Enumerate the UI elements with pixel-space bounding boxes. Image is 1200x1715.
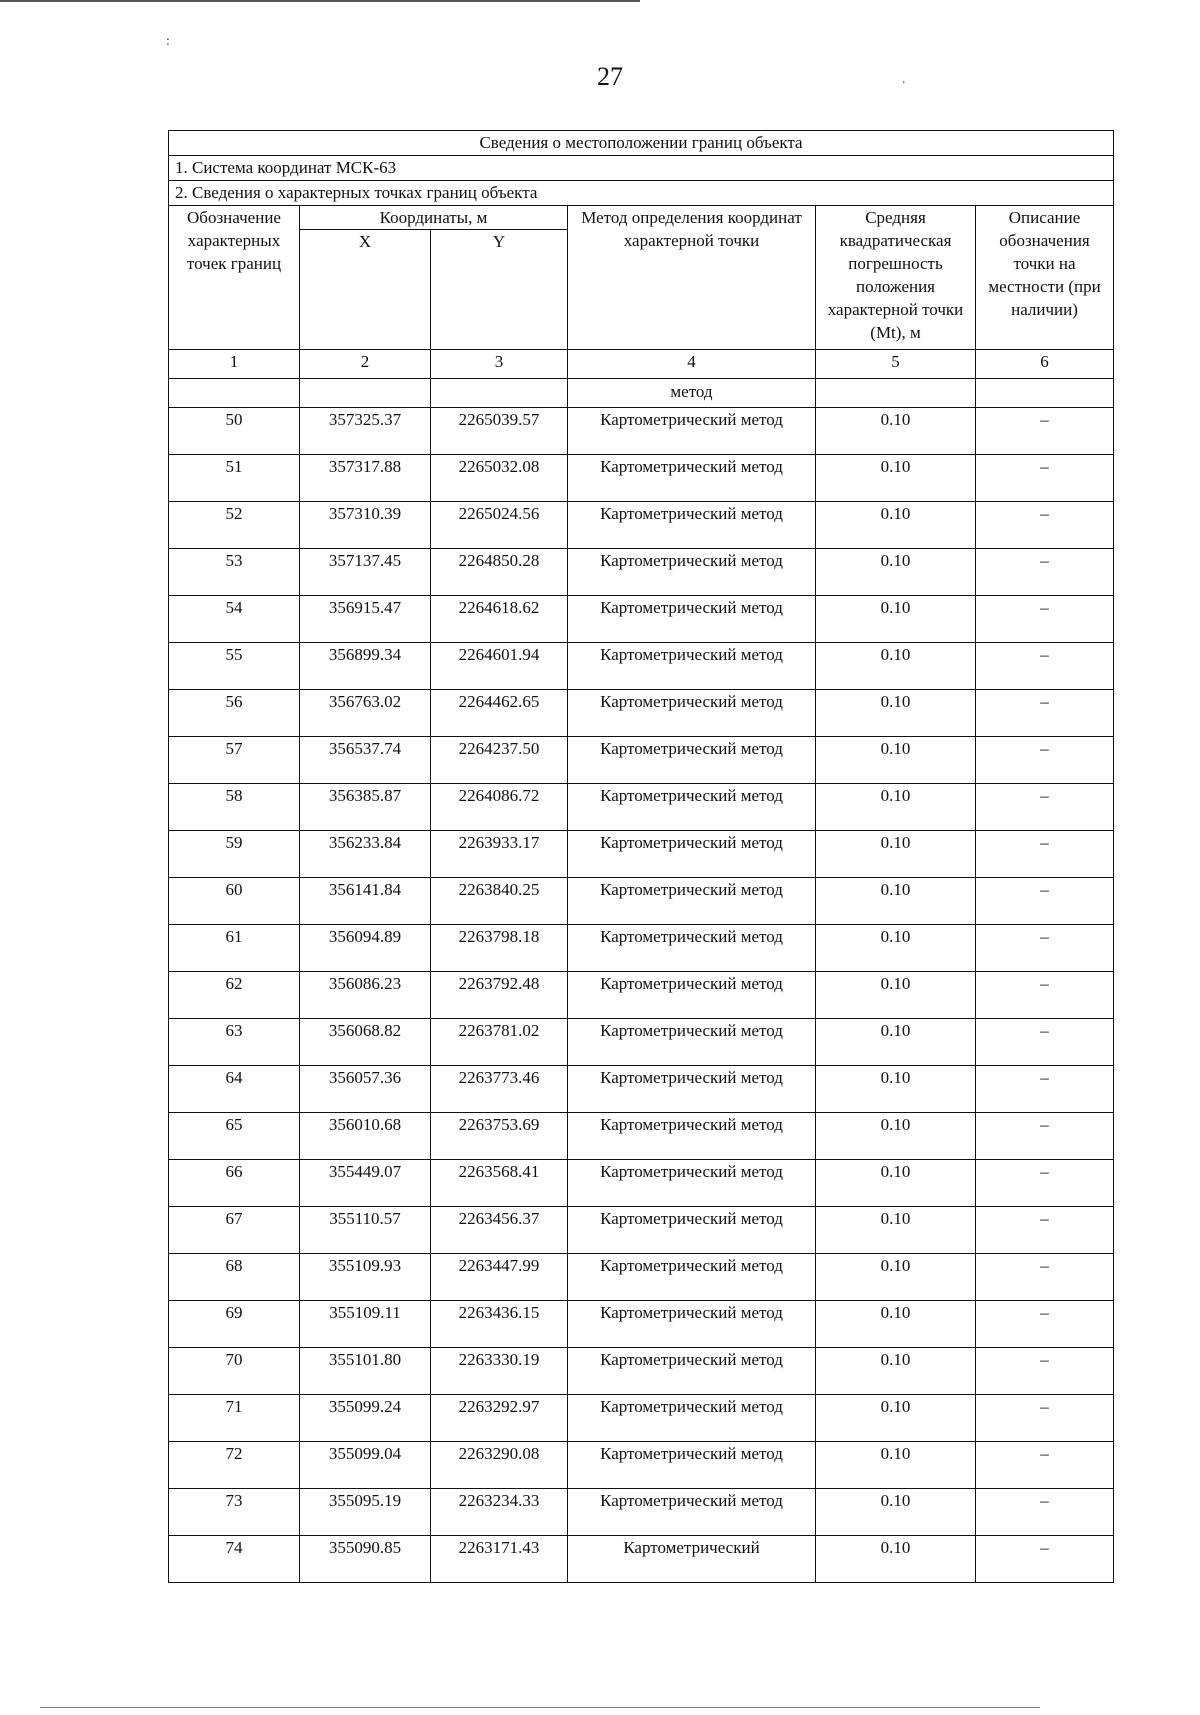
header-coordinates: Координаты, м: [300, 206, 568, 230]
cell-description: –: [976, 925, 1114, 972]
cell-point-number: 53: [169, 549, 300, 596]
header-x: X: [300, 230, 431, 350]
cell-description: –: [976, 784, 1114, 831]
cell-mean-error: 0.10: [816, 1536, 976, 1583]
cell-method: Картометрический метод: [568, 690, 816, 737]
cell-point-number: 59: [169, 831, 300, 878]
cell-point-number: 67: [169, 1207, 300, 1254]
table-row: [169, 972, 1114, 1019]
cell-point-number: 74: [169, 1536, 300, 1583]
cell-method: Картометрический метод: [568, 737, 816, 784]
cell-method: Картометрический метод: [568, 1066, 816, 1113]
cell-x: 355099.24: [300, 1395, 431, 1442]
cell-mean-error: 0.10: [816, 1395, 976, 1442]
cell-x: 356233.84: [300, 831, 431, 878]
cell-method: Картометрический метод: [568, 972, 816, 1019]
cell-y: 2263781.02: [431, 1019, 568, 1066]
cell-point-number: 68: [169, 1254, 300, 1301]
cell-point-number: 70: [169, 1348, 300, 1395]
cell-mean-error: 0.10: [816, 972, 976, 1019]
cell-method: Картометрический метод: [568, 502, 816, 549]
table-row: [169, 1301, 1114, 1348]
cell-x: 355109.11: [300, 1301, 431, 1348]
table-row: [169, 1536, 1114, 1583]
cell-method: Картометрический метод: [568, 1442, 816, 1489]
cell-method: Картометрический метод: [568, 831, 816, 878]
cell-description: –: [976, 643, 1114, 690]
section-title: 2. Сведения о характерных точках границ объекта: [169, 181, 1114, 206]
cell-mean-error: 0.10: [816, 878, 976, 925]
cell-point-number: 54: [169, 596, 300, 643]
table-title: Сведения о местоположении границ объекта: [169, 131, 1114, 156]
cell-point-number: 62: [169, 972, 300, 1019]
table-row: [169, 1442, 1114, 1489]
cell-description: –: [976, 596, 1114, 643]
cell-x: 355109.93: [300, 1254, 431, 1301]
cell-description: –: [976, 972, 1114, 1019]
cell-y: 2263840.25: [431, 878, 568, 925]
cell-y: 2263798.18: [431, 925, 568, 972]
cell-description: –: [976, 831, 1114, 878]
cell-x: 357325.37: [300, 408, 431, 455]
continued-row: [169, 379, 1114, 408]
cell-description: –: [976, 690, 1114, 737]
cell-description: –: [976, 408, 1114, 455]
cell-y: 2263568.41: [431, 1160, 568, 1207]
cell-y: 2264462.65: [431, 690, 568, 737]
cell-mean-error: 0.10: [816, 549, 976, 596]
scan-edge-top: [0, 0, 640, 2]
table-row: [169, 549, 1114, 596]
cell-y: 2264618.62: [431, 596, 568, 643]
cell-mean-error: 0.10: [816, 925, 976, 972]
cell-description: –: [976, 549, 1114, 596]
column-number: 4: [568, 350, 816, 379]
cell-y: 2263792.48: [431, 972, 568, 1019]
cell-mean-error: 0.10: [816, 1442, 976, 1489]
cell-mean-error: 0.10: [816, 1113, 976, 1160]
table-row: [169, 1019, 1114, 1066]
cell-x: 355090.85: [300, 1536, 431, 1583]
cell-description: –: [976, 1160, 1114, 1207]
cell-x: 356385.87: [300, 784, 431, 831]
cell-description: –: [976, 1113, 1114, 1160]
table-row: [169, 455, 1114, 502]
cell-method: Картометрический метод: [568, 455, 816, 502]
cell-method: Картометрический метод: [568, 596, 816, 643]
cell-method: Картометрический: [568, 1536, 816, 1583]
cell-point-number: 52: [169, 502, 300, 549]
column-number: 1: [169, 350, 300, 379]
cell-point-number: 58: [169, 784, 300, 831]
cell-x: 355095.19: [300, 1489, 431, 1536]
cell-mean-error: 0.10: [816, 690, 976, 737]
cell-x: 356010.68: [300, 1113, 431, 1160]
table-row: [169, 1489, 1114, 1536]
cell-method: Картометрический метод: [568, 1348, 816, 1395]
cell-method: Картометрический метод: [568, 1489, 816, 1536]
cell-x: 355449.07: [300, 1160, 431, 1207]
cell-description: –: [976, 1301, 1114, 1348]
cell-x: 356763.02: [300, 690, 431, 737]
cell-x: 355110.57: [300, 1207, 431, 1254]
table-row: [169, 784, 1114, 831]
cell-point-number: 60: [169, 878, 300, 925]
header-mean-error: Средняя квадратическая погрешность положения характерной точки (Mt), м: [816, 206, 976, 350]
cell-empty: [300, 379, 431, 408]
cell-mean-error: 0.10: [816, 502, 976, 549]
cell-method: Картометрический метод: [568, 878, 816, 925]
cell-x: 356899.34: [300, 643, 431, 690]
table-row: [169, 878, 1114, 925]
table-row: [169, 1395, 1114, 1442]
table-row: [169, 831, 1114, 878]
scan-speck: :: [166, 34, 170, 49]
cell-method: Картометрический метод: [568, 1207, 816, 1254]
cell-point-number: 65: [169, 1113, 300, 1160]
cell-description: –: [976, 1395, 1114, 1442]
cell-method-continued: метод: [568, 379, 816, 408]
table-row: [169, 1254, 1114, 1301]
cell-description: –: [976, 1207, 1114, 1254]
cell-x: 356086.23: [300, 972, 431, 1019]
cell-point-number: 69: [169, 1301, 300, 1348]
cell-mean-error: 0.10: [816, 737, 976, 784]
table-row: [169, 1207, 1114, 1254]
cell-mean-error: 0.10: [816, 1348, 976, 1395]
boundary-points-table: [168, 130, 1114, 1583]
cell-point-number: 61: [169, 925, 300, 972]
cell-x: 357317.88: [300, 455, 431, 502]
cell-point-number: 55: [169, 643, 300, 690]
cell-point-number: 64: [169, 1066, 300, 1113]
page-number: 27: [597, 62, 623, 91]
cell-x: 356141.84: [300, 878, 431, 925]
cell-point-number: 66: [169, 1160, 300, 1207]
cell-y: 2263456.37: [431, 1207, 568, 1254]
cell-y: 2264850.28: [431, 549, 568, 596]
column-number: 5: [816, 350, 976, 379]
cell-x: 355101.80: [300, 1348, 431, 1395]
cell-y: 2263447.99: [431, 1254, 568, 1301]
cell-mean-error: 0.10: [816, 1489, 976, 1536]
cell-description: –: [976, 1442, 1114, 1489]
cell-x: 356915.47: [300, 596, 431, 643]
cell-method: Картометрический метод: [568, 1160, 816, 1207]
cell-y: 2263330.19: [431, 1348, 568, 1395]
cell-mean-error: 0.10: [816, 1301, 976, 1348]
table-row: [169, 1160, 1114, 1207]
cell-method: Картометрический метод: [568, 925, 816, 972]
cell-point-number: 56: [169, 690, 300, 737]
cell-x: 356537.74: [300, 737, 431, 784]
cell-y: 2263773.46: [431, 1066, 568, 1113]
cell-mean-error: 0.10: [816, 1019, 976, 1066]
cell-y: 2263234.33: [431, 1489, 568, 1536]
cell-empty: [169, 379, 300, 408]
scan-speck: .: [902, 72, 906, 87]
header-method: Метод определения координат характерной точки: [568, 206, 816, 350]
cell-method: Картометрический метод: [568, 1254, 816, 1301]
cell-y: 2264086.72: [431, 784, 568, 831]
cell-x: 357137.45: [300, 549, 431, 596]
cell-point-number: 50: [169, 408, 300, 455]
table-row: [169, 408, 1114, 455]
cell-mean-error: 0.10: [816, 784, 976, 831]
cell-y: 2265032.08: [431, 455, 568, 502]
scan-edge-bottom: [40, 1707, 1040, 1708]
cell-mean-error: 0.10: [816, 643, 976, 690]
cell-point-number: 63: [169, 1019, 300, 1066]
cell-method: Картометрический метод: [568, 1301, 816, 1348]
table-row: [169, 1348, 1114, 1395]
header-description: Описание обозначения точки на местности (при наличии): [976, 206, 1114, 350]
cell-y: 2263436.15: [431, 1301, 568, 1348]
table-row: [169, 690, 1114, 737]
cell-x: 356057.36: [300, 1066, 431, 1113]
cell-description: –: [976, 455, 1114, 502]
cell-method: Картометрический метод: [568, 1113, 816, 1160]
table-row: [169, 1113, 1114, 1160]
cell-mean-error: 0.10: [816, 1160, 976, 1207]
cell-method: Картометрический метод: [568, 784, 816, 831]
cell-description: –: [976, 878, 1114, 925]
cell-x: 355099.04: [300, 1442, 431, 1489]
cell-description: –: [976, 1536, 1114, 1583]
cell-mean-error: 0.10: [816, 596, 976, 643]
column-number: 3: [431, 350, 568, 379]
cell-method: Картометрический метод: [568, 1019, 816, 1066]
column-number: 2: [300, 350, 431, 379]
cell-mean-error: 0.10: [816, 1207, 976, 1254]
cell-empty: [431, 379, 568, 408]
table-row: [169, 925, 1114, 972]
table-row: [169, 737, 1114, 784]
cell-description: –: [976, 1066, 1114, 1113]
cell-y: 2263171.43: [431, 1536, 568, 1583]
cell-x: 356068.82: [300, 1019, 431, 1066]
header-point-designation: Обозначение характерных точек границ: [169, 206, 300, 350]
cell-method: Картометрический метод: [568, 549, 816, 596]
cell-mean-error: 0.10: [816, 1066, 976, 1113]
table-row: [169, 596, 1114, 643]
cell-description: –: [976, 502, 1114, 549]
cell-y: 2264237.50: [431, 737, 568, 784]
cell-x: 356094.89: [300, 925, 431, 972]
cell-y: 2263933.17: [431, 831, 568, 878]
cell-y: 2263753.69: [431, 1113, 568, 1160]
cell-mean-error: 0.10: [816, 455, 976, 502]
cell-description: –: [976, 1348, 1114, 1395]
cell-mean-error: 0.10: [816, 831, 976, 878]
cell-x: 357310.39: [300, 502, 431, 549]
cell-point-number: 73: [169, 1489, 300, 1536]
cell-description: –: [976, 1489, 1114, 1536]
cell-mean-error: 0.10: [816, 408, 976, 455]
cell-point-number: 51: [169, 455, 300, 502]
column-number: 6: [976, 350, 1114, 379]
cell-description: –: [976, 1254, 1114, 1301]
cell-y: 2263292.97: [431, 1395, 568, 1442]
cell-y: 2264601.94: [431, 643, 568, 690]
cell-y: 2265024.56: [431, 502, 568, 549]
cell-point-number: 57: [169, 737, 300, 784]
cell-method: Картометрический метод: [568, 643, 816, 690]
cell-empty: [976, 379, 1114, 408]
cell-y: 2265039.57: [431, 408, 568, 455]
cell-mean-error: 0.10: [816, 1254, 976, 1301]
cell-description: –: [976, 737, 1114, 784]
cell-point-number: 72: [169, 1442, 300, 1489]
table-row: [169, 502, 1114, 549]
cell-y: 2263290.08: [431, 1442, 568, 1489]
cell-description: –: [976, 1019, 1114, 1066]
table-row: [169, 643, 1114, 690]
cell-empty: [816, 379, 976, 408]
cell-method: Картометрический метод: [568, 408, 816, 455]
cell-method: Картометрический метод: [568, 1395, 816, 1442]
table-row: [169, 1066, 1114, 1113]
header-y: Y: [431, 230, 568, 350]
cell-point-number: 71: [169, 1395, 300, 1442]
coordinate-system: 1. Система координат МСК-63: [169, 156, 1114, 181]
